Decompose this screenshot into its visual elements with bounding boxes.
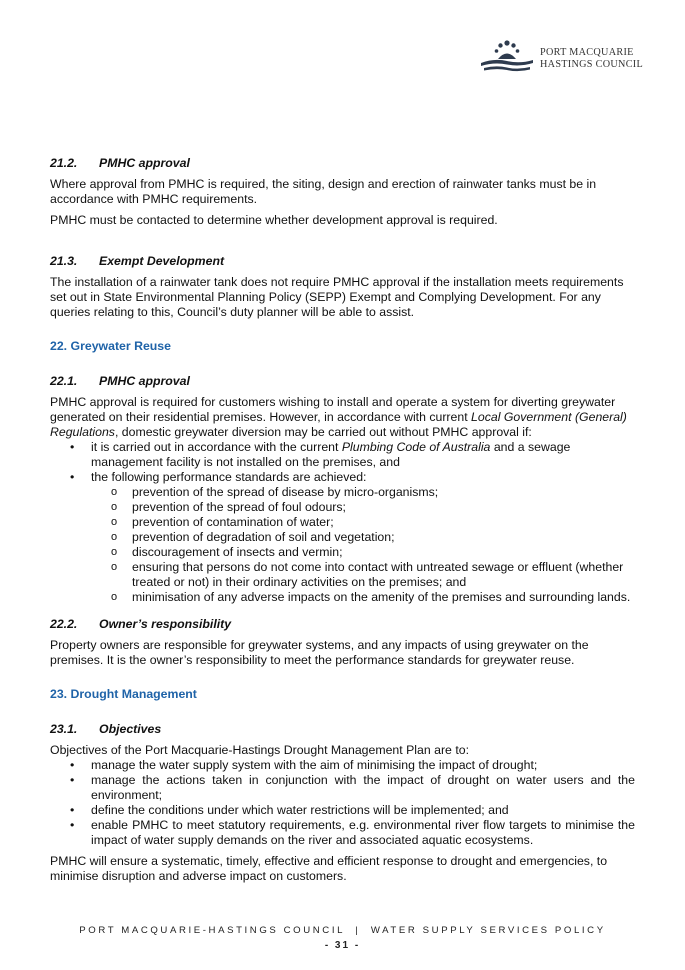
heading-title: Objectives [99, 722, 162, 736]
heading-number: 21.2. [50, 156, 78, 170]
sub-list-item [50, 515, 635, 530]
sub-list-item-text: prevention of contamination of water; [132, 515, 334, 529]
sub-list-item [50, 590, 635, 605]
heading-number: 21.3. [50, 254, 78, 268]
sub-bullet-icon: o [111, 591, 118, 603]
paragraph [50, 395, 635, 440]
sub-list-item [50, 485, 635, 500]
bullet-icon: • [70, 440, 75, 454]
list-item-text: manage the water supply system with the aim of minimising the impact of drought; [91, 758, 538, 772]
paragraph: PMHC must be contacted to determine whether development approval is required. [50, 213, 498, 227]
sub-list-item [50, 530, 635, 545]
sub-list-item-text: prevention of the spread of foul odours; [132, 500, 346, 514]
greywater-conditions-list [50, 440, 635, 605]
sub-list-item-text: minimisation of any adverse impacts on the amenity of the premises and surrounding lands. [132, 590, 631, 604]
bullet-icon: • [70, 803, 75, 817]
list-item [50, 440, 635, 470]
heading-number: 22.1. [50, 374, 78, 388]
list-item [50, 818, 635, 848]
sub-list-item-text: discouragement of insects and vermin; [132, 545, 343, 559]
heading-21-2 [50, 156, 635, 171]
heading-23-1 [50, 722, 635, 737]
objectives-list [50, 758, 635, 848]
sub-bullet-icon: o [111, 546, 118, 558]
list-item-text: manage the actions taken in conjunction with the impact of drought on water users and the environment; [91, 773, 635, 802]
list-item [50, 758, 635, 773]
list-item-text: define the conditions under which water restrictions will be implemented; and [91, 803, 509, 817]
logo-line-1: PORT MACQUARIE [540, 47, 634, 58]
sub-bullet-icon: o [111, 561, 118, 573]
paragraph: Where approval from PMHC is required, the siting, design and erection of rainwater tanks must be in accordance with PMHC requirements. [50, 177, 597, 206]
performance-standards-list [91, 485, 635, 605]
logo-line-2: HASTINGS COUNCIL [540, 59, 643, 70]
paragraph: The installation of a rainwater tank does not require PMHC approval if the installation meets requirements set out in State Environmental Planning Policy (SEPP) Exempt and Complying Development. For any queries relating to this, Council’s duty planner will be able to assist. [50, 275, 624, 319]
bullet-icon: • [70, 818, 75, 832]
heading-22-2 [50, 617, 635, 632]
bullet-icon: • [70, 470, 75, 484]
text-run: PMHC approval is required for customers wishing to install and operate a system for diverting greywater generated on their residential premises. However, in accordance with current [50, 395, 616, 424]
bullet-icon: • [70, 758, 75, 772]
council-logo-icon [478, 38, 536, 78]
page-number: - 31 - [324, 940, 361, 951]
italic-text-run: Plumbing Code of Australia [341, 440, 491, 454]
sub-list-item [50, 500, 635, 515]
sub-bullet-icon: o [111, 486, 118, 498]
list-item-text: the following performance standards are achieved: [91, 470, 367, 484]
sub-list-item [50, 545, 635, 560]
document-body [50, 156, 635, 890]
heading-22: 22. Greywater Reuse [50, 339, 171, 353]
text-run: , domestic greywater diversion may be carried out without PMHC approval if: [114, 425, 532, 439]
paragraph: Property owners are responsible for greywater systems, and any impacts of using greywater on the premises. It is the owner’s responsibility to meet the performance standards for greywater reuse. [50, 638, 589, 667]
paragraph: Objectives of the Port Macquarie-Hastings Drought Management Plan are to: [50, 743, 469, 757]
sub-bullet-icon: o [111, 516, 118, 528]
list-item [50, 470, 635, 605]
text-run: it is carried out in accordance with the current [91, 440, 342, 454]
heading-number: 22.2. [50, 617, 78, 631]
paragraph: PMHC will ensure a systematic, timely, effective and efficient response to drought and emergencies, to minimise disruption and adverse impact on customers. [50, 854, 608, 883]
sub-list-item [50, 560, 635, 590]
heading-23: 23. Drought Management [50, 687, 197, 701]
sub-bullet-icon: o [111, 531, 118, 543]
sub-list-item-text: ensuring that persons do not come into contact with untreated sewage or effluent (whether treated or not) in their ordinary activities on the premises; and [132, 560, 624, 589]
heading-number: 23.1. [50, 722, 78, 736]
sub-bullet-icon: o [111, 501, 118, 513]
italic-text-run: Local Government (General) Regulations [50, 410, 627, 439]
heading-title: Exempt Development [99, 254, 225, 268]
heading-22-1 [50, 374, 635, 389]
heading-title: PMHC approval [99, 374, 190, 388]
list-item-text: enable PMHC to meet statutory requirements, e.g. environmental river flow targets to minimise the impact of water supply demands on the river and associated aquatic ecosystems. [91, 818, 635, 847]
heading-21-3 [50, 254, 635, 269]
page-footer: PORT MACQUARIE-HASTINGS COUNCIL | WATER SUPPLY SERVICES POLICY [79, 925, 606, 936]
council-logo [478, 38, 648, 78]
council-logo-text [540, 47, 643, 71]
bullet-icon: • [70, 773, 75, 787]
sub-list-item-text: prevention of the spread of disease by micro-organisms; [132, 485, 439, 499]
sub-list-item-text: prevention of degradation of soil and vegetation; [132, 530, 395, 544]
heading-title: PMHC approval [99, 156, 190, 170]
list-item [50, 773, 635, 803]
heading-title: Owner’s responsibility [99, 617, 232, 631]
list-item [50, 803, 635, 818]
text-run: and a sewage management facility is not installed on the premises, and [91, 440, 571, 469]
